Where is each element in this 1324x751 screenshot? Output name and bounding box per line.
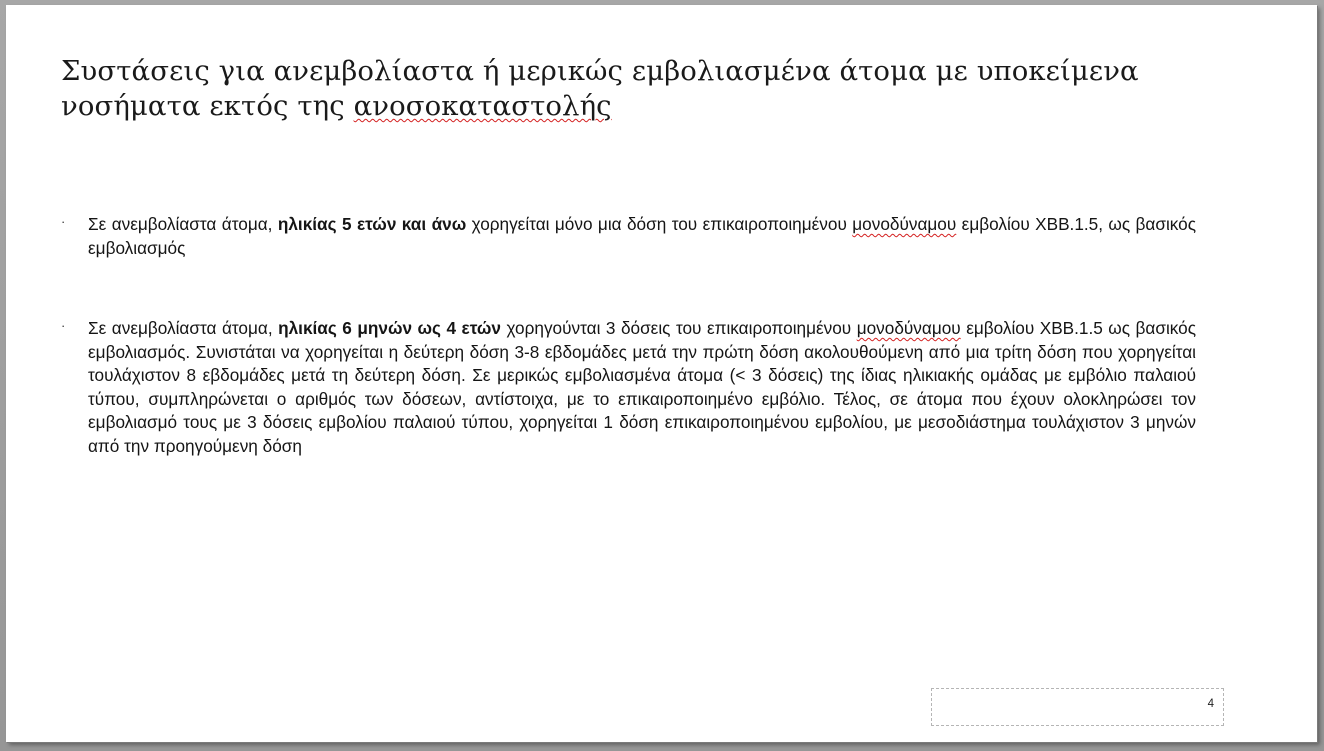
slide-number-placeholder[interactable] bbox=[931, 688, 1224, 726]
spellcheck-flagged-word[interactable]: μονοδύναμου bbox=[856, 318, 961, 338]
content-placeholder[interactable] bbox=[61, 213, 1196, 458]
bullet-dot-icon: · bbox=[61, 214, 66, 229]
bullet-bold-text: ηλικίας 5 ετών και άνω bbox=[277, 214, 467, 234]
bullet-text: εμβολίου XBB.1.5, ως βασικός εμβολιασμός bbox=[88, 214, 1197, 258]
slide-title-text: Συστάσεις για ανεμβολίαστα ή μερικώς εμβολιασμένα άτομα με υποκείμενα νοσήματα εκτός της bbox=[61, 55, 1139, 122]
slide-title[interactable] bbox=[61, 54, 1221, 124]
bullet-text: Σε ανεμβολίαστα άτομα, bbox=[88, 214, 278, 234]
slide-number: 4 bbox=[1207, 698, 1214, 710]
bullet-text: εμβολίου XBB.1.5 ως βασικός εμβολιασμός. Συνιστάται να χορηγείται η δεύτερη δόση 3-8 εβδομάδες μετά την πρώτη δόση ακολουθούμενη από μια τρίτη δόση που χορηγείται τουλάχιστον 8 εβδομάδες μετά τη δεύτερη δόση. Σε μερικώς εμβολιασμένα άτομα (< 3 δόσεις) της ίδιας ηλικιακής ομάδας με εμβόλιο παλαιού τύπου, συμπληρώνεται ο αριθμός των δόσεων, αντίστοιχα, με το επικαιροποιημένο εμβόλιο. Τέλος, σε άτομα που έχουν ολοκληρώσει τον εμβολιασμό τους με 3 δόσεις εμβολίου παλαιού τύπου, χορηγείται 1 δόση επικαιροποιημένου εμβολίου, με μεσοδιάστημα τουλάχιστον 3 μηνών από την προηγούμενη δόση bbox=[88, 318, 1196, 456]
bullet-item[interactable] bbox=[61, 213, 1196, 260]
bullet-item[interactable] bbox=[61, 317, 1196, 458]
slide-canvas[interactable] bbox=[6, 5, 1317, 742]
spellcheck-flagged-word[interactable]: ανοσοκαταστολής bbox=[353, 90, 612, 122]
bullet-text: χορηγείται μόνο μια δόση του επικαιροποιημένου bbox=[466, 214, 853, 234]
bullet-bold-text: ηλικίας 6 μηνών ως 4 ετών bbox=[278, 318, 501, 338]
bullet-dot-icon: · bbox=[61, 318, 66, 333]
spellcheck-flagged-word[interactable]: μονοδύναμου bbox=[852, 214, 957, 234]
bullet-text: χορηγούνται 3 δόσεις του επικαιροποιημένου bbox=[500, 318, 857, 338]
bullet-text: Σε ανεμβολίαστα άτομα, bbox=[88, 318, 279, 338]
